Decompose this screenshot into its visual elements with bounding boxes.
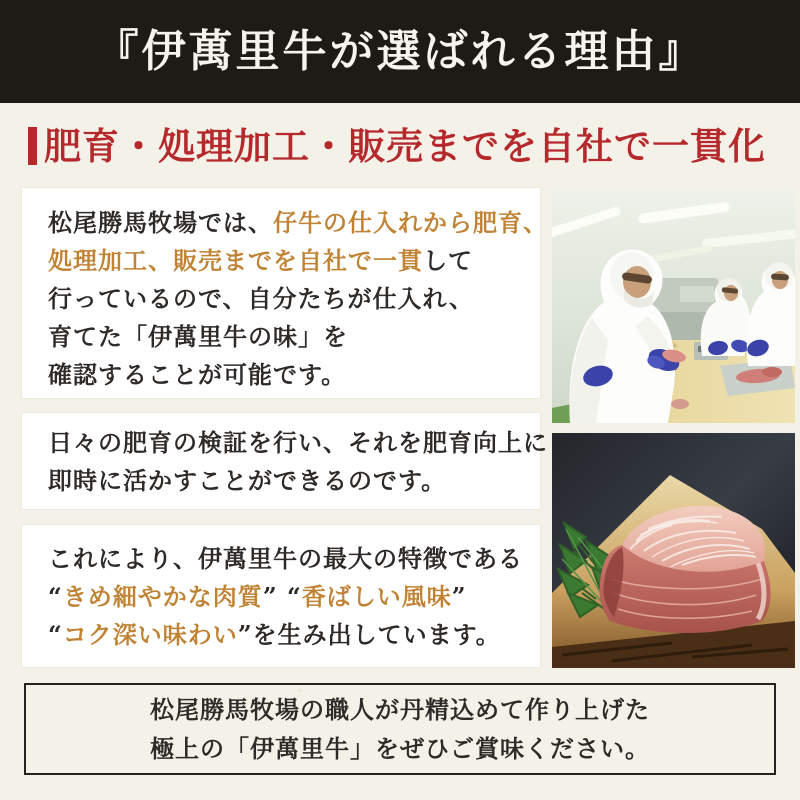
heading-accent-bar: [28, 127, 37, 165]
text-segment: 日々の肥育の検証を行い、それを肥育向上に: [48, 428, 548, 457]
features-text-card: [22, 525, 540, 667]
text-segment-highlight: 仔牛の仕入れから肥育、: [273, 208, 548, 237]
text-line: [48, 356, 540, 394]
footer-note-box: [24, 683, 776, 775]
quote-mark: ” “: [262, 582, 302, 611]
quote-mark: “: [48, 582, 63, 611]
marbled-wagyu-beef-block-photo: [552, 433, 795, 668]
text-segment-highlight: 香ばしい風味: [301, 582, 452, 611]
text-segment: ”を生み出しています。: [237, 620, 501, 649]
quote-mark: ”: [451, 582, 467, 611]
footer-line: 松尾勝馬牧場の職人が丹精込めて作り上げた: [150, 695, 650, 724]
text-line: [48, 462, 540, 500]
text-segment: 育てた「伊萬里牛の味」を: [48, 322, 348, 351]
text-line: [48, 578, 540, 616]
text-line: [48, 616, 540, 654]
text-segment: これにより、伊萬里牛の最大の特徴である: [48, 544, 523, 573]
text-segment-highlight: コク深い味わい: [62, 620, 238, 649]
text-segment-highlight: きめ細やかな肉質: [62, 582, 263, 611]
section-heading: [28, 124, 788, 168]
text-line: [48, 280, 540, 318]
text-segment: 行っているので、自分たちが仕入れ、: [48, 284, 474, 313]
text-segment: 即時に活かすことができるのです。: [48, 466, 447, 495]
section-heading-text: 肥育・処理加工・販売までを自社で一貫化: [44, 124, 766, 168]
text-segment-highlight: 処理加工、販売までを自社で一貫: [48, 246, 423, 275]
intro-text-card: [22, 188, 548, 398]
text-line: [48, 424, 548, 462]
text-segment: して: [423, 246, 473, 275]
meat-processing-factory-photo: [552, 190, 795, 423]
text-line: [48, 242, 540, 280]
text-segment: 松尾勝馬牧場では、: [48, 208, 273, 237]
page-title: 『伊萬里牛が選ばれる理由』: [94, 25, 706, 77]
feedback-text-card: [22, 413, 548, 509]
text-line: [48, 318, 540, 356]
text-line: [48, 540, 540, 578]
quote-mark: “: [48, 620, 63, 649]
title-banner: [0, 0, 800, 103]
footer-line: 極上の「伊萬里牛」をぜひご賞味ください。: [150, 734, 650, 763]
text-line: [48, 204, 548, 242]
text-segment: 確認することが可能です。: [48, 360, 347, 389]
